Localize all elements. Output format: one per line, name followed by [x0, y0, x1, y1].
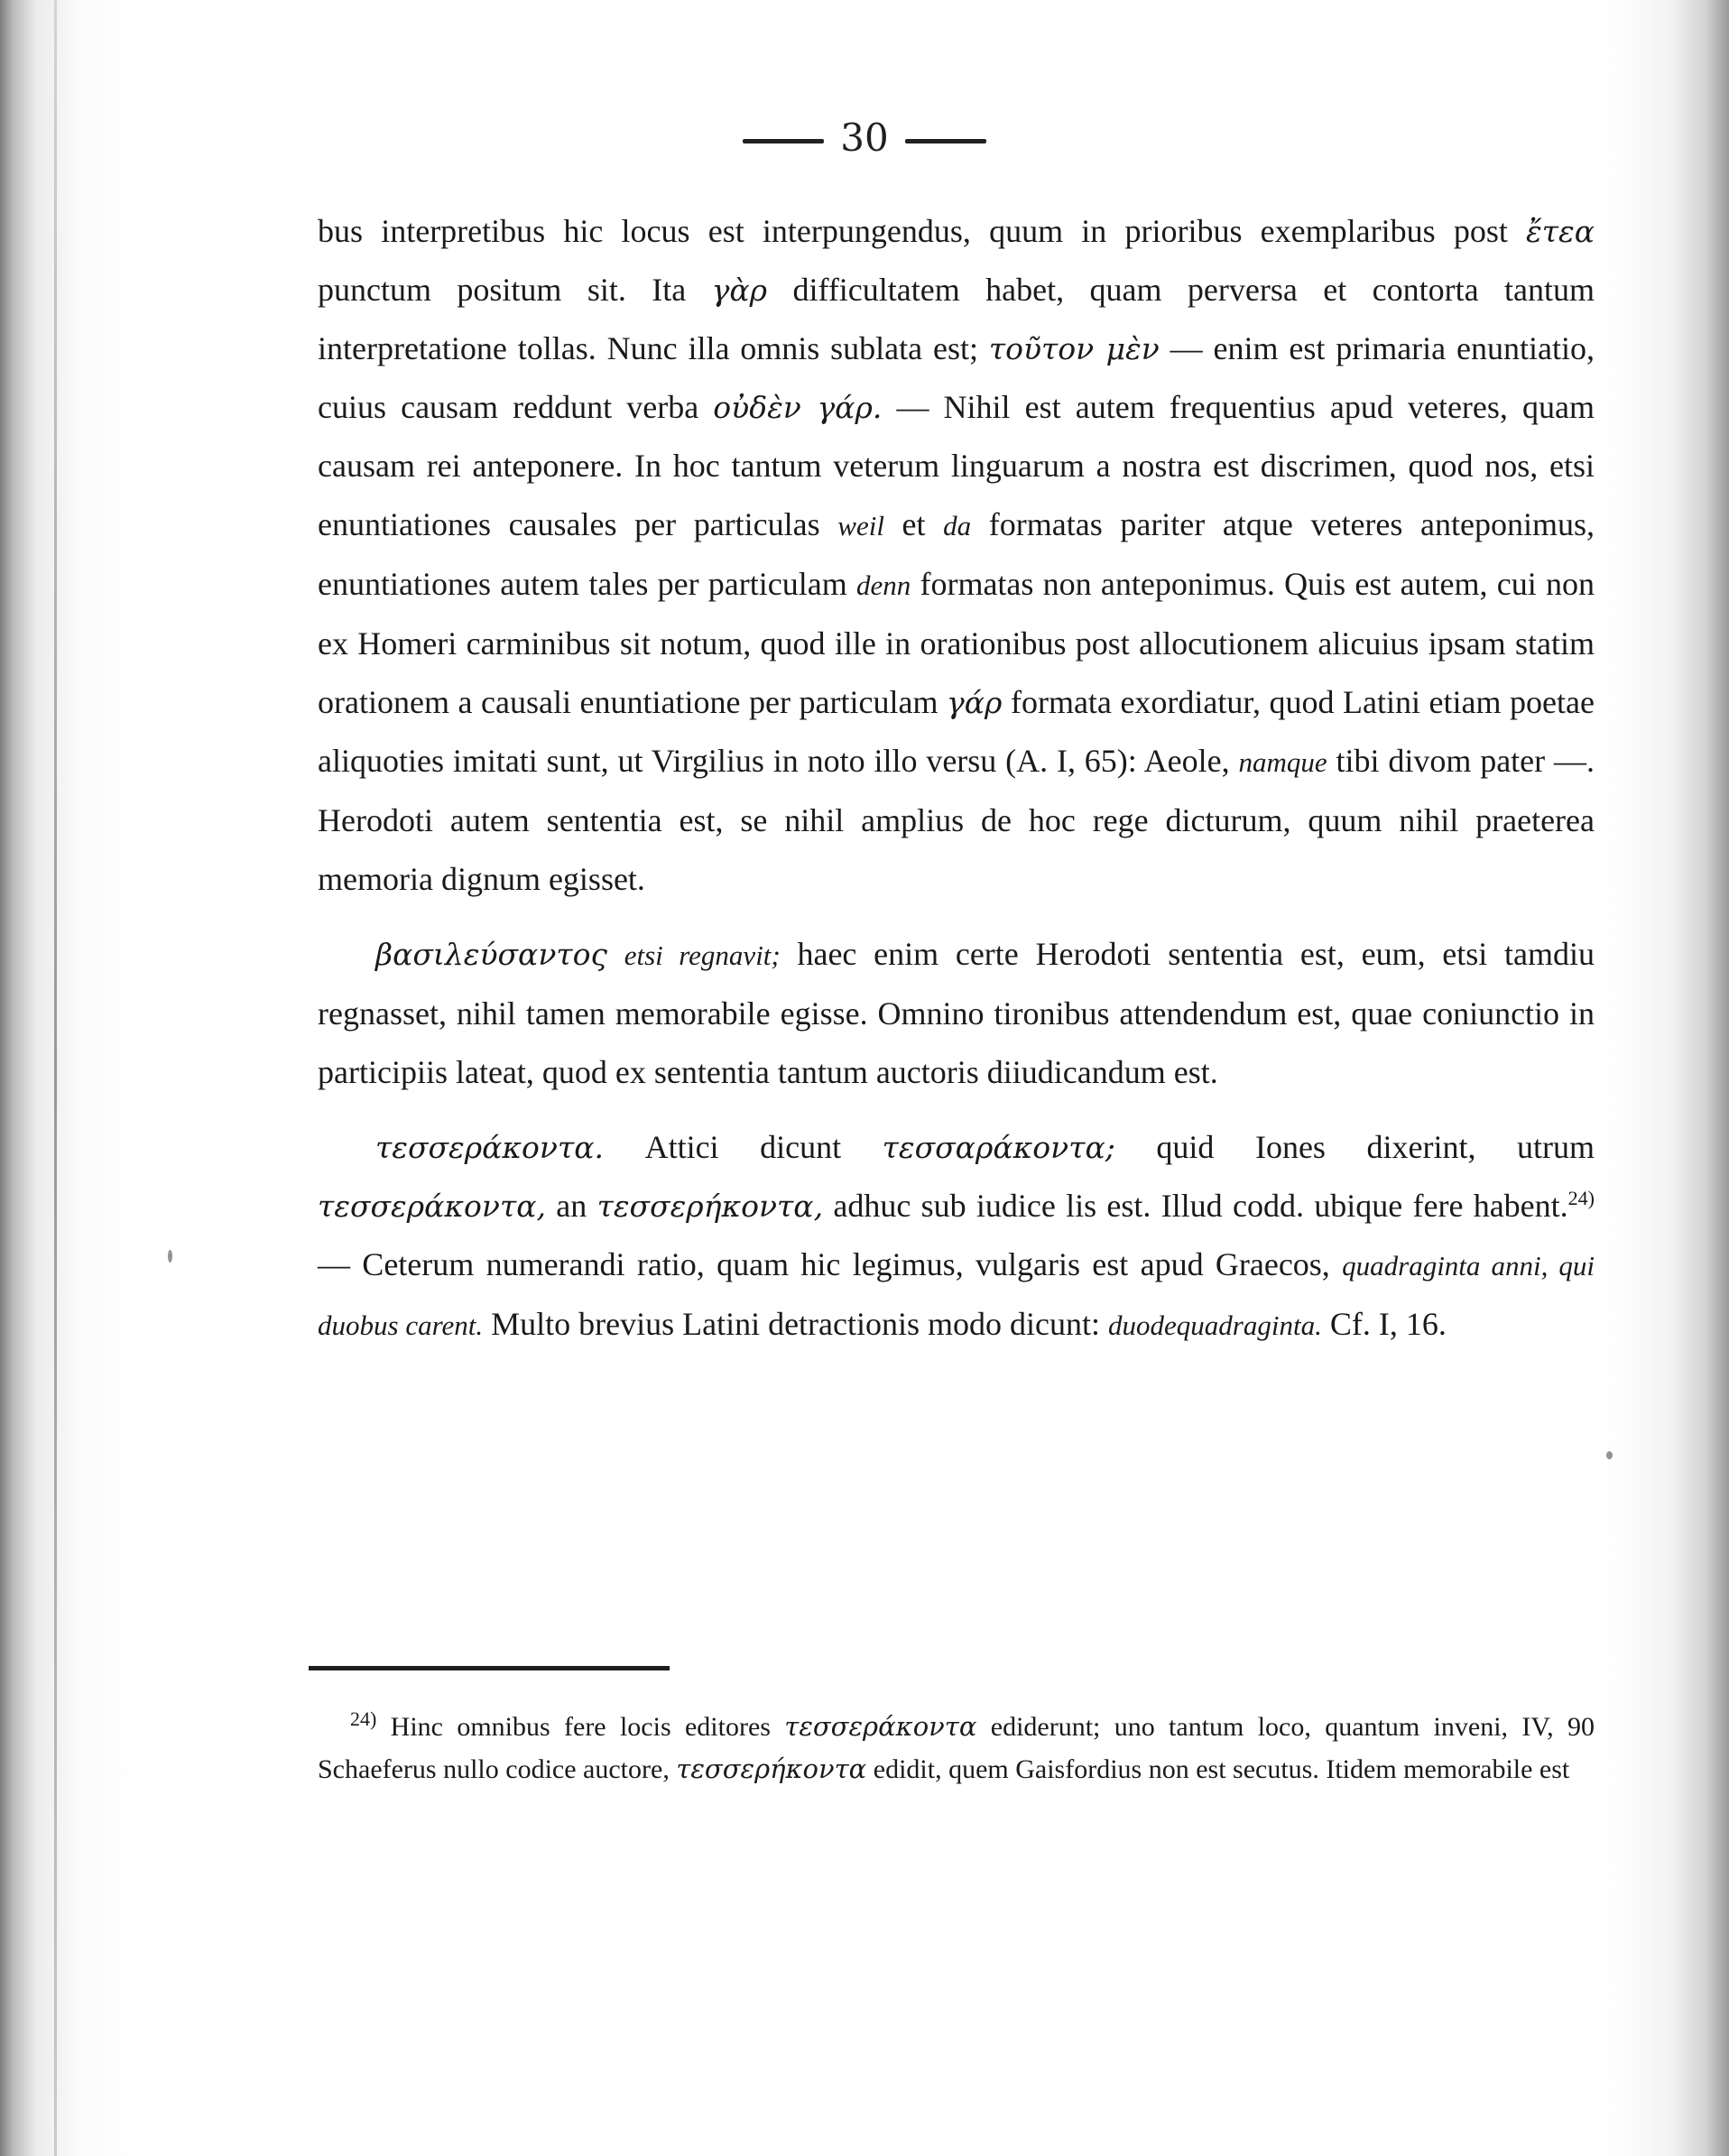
paragraph-continuation — [318, 202, 1595, 909]
text-run: haec enim certe Herodoti sententia est, eum, etsi tamdiu regnasset, nihil tamen memorabile egisse. Omnino tironibus attendendum est, quae coniunctio in participiis lateat, quod ex sententia tantum auctoris diiudicandum est. — [318, 936, 1595, 1090]
footnote-marker: 24) — [1567, 1187, 1595, 1209]
text-run: Hinc omnibus fere locis editores — [376, 1712, 785, 1742]
italic-term: weil — [837, 510, 884, 541]
greek-term: τεσσερήκοντα — [676, 1753, 867, 1784]
text-run: adhuc sub iudice lis est. Illud codd. ubique fere habent. — [823, 1188, 1568, 1224]
text-run: Multo brevius Latini detractionis modo dicunt: — [483, 1306, 1109, 1342]
text-run — [607, 936, 624, 972]
greek-term: ἔτεα — [1526, 214, 1595, 249]
text-run: et — [883, 506, 944, 542]
ink-speck — [168, 1250, 172, 1263]
text-run: — Ceterum numerandi ratio, quam hic legimus, vulgaris est apud Graecos, — [318, 1246, 1343, 1282]
greek-term: οὐδὲν γάρ. — [713, 390, 883, 425]
header-dash-left — [743, 139, 824, 143]
binding-gutter — [54, 0, 57, 2156]
footnote-24 — [318, 1706, 1595, 1790]
text-run: ediderunt; uno tantum loco, quantum inveni, IV, 90 Schaeferus nullo codice auctore, — [318, 1712, 1595, 1784]
greek-term: γάρ — [947, 685, 1003, 720]
text-run: — Nihil est autem frequentius apud veteres, quam causam rei anteponere. In hoc tantum veterum linguarum a nostra est discrimen, quod nos, etsi enuntiationes causales per particulas — [318, 389, 1595, 542]
greek-term: βασιλεύσαντος — [375, 937, 607, 972]
header-dash-right — [905, 139, 986, 143]
text-run: formatas non anteponimus. Quis est autem, cui non ex Homeri carminibus sit notum, quod ille in orationibus post allocutionem alicuius ipsam statim orationem a causali enuntiatione per particulam — [318, 566, 1595, 720]
greek-term: τοῦτον μὲν — [988, 331, 1160, 366]
footnote-marker: 24) — [350, 1707, 377, 1730]
text-run: an — [546, 1188, 597, 1224]
text-run: bus interpretibus hic locus est interpungendus, quum in prioribus exemplaribus post — [318, 213, 1527, 249]
italic-term: etsi regnavit; — [624, 939, 781, 971]
italic-term: da — [943, 510, 972, 541]
paragraph-basileusantos — [318, 925, 1595, 1102]
ink-speck — [1606, 1451, 1613, 1459]
text-run: Attici dicunt — [604, 1129, 883, 1165]
text-run: formatas pariter atque veteres anteponimus, enuntiationes autem tales per particulam — [318, 506, 1595, 602]
greek-term: τεσσεράκοντα. — [375, 1130, 605, 1165]
italic-term: duodequadraginta. — [1108, 1309, 1322, 1341]
greek-term: τεσσαράκοντα; — [882, 1130, 1115, 1165]
greek-term: γὰρ — [711, 273, 768, 308]
italic-term: namque — [1238, 746, 1327, 778]
paragraph-tesserakonta — [318, 1118, 1595, 1355]
text-run: Cf. I, 16. — [1321, 1306, 1447, 1342]
italic-term: denn — [855, 569, 911, 601]
italic-term: quadraginta anni, qui duobus carent. — [318, 1250, 1595, 1341]
greek-term: τεσσεράκοντα — [784, 1711, 977, 1742]
page-header — [0, 116, 1729, 160]
page-number: 30 — [840, 116, 889, 160]
text-run: quid Iones dixerint, utrum — [1114, 1129, 1595, 1165]
text-run: edidit, quem Gaisfordius non est secutus. Itidem memorabile est — [866, 1754, 1570, 1784]
greek-term: τεσσερήκοντα, — [596, 1189, 824, 1224]
text-run: punctum positum sit. Ita — [318, 272, 712, 308]
greek-term: τεσσεράκοντα, — [318, 1189, 547, 1224]
text-run: formata exordiatur, quod Latini etiam poetae aliquoties imitati sunt, ut Virgilius in noto illo versu (A. I, 65): Aeole, — [318, 684, 1595, 779]
text-run: difficultatem habet, quam perversa et contorta tantum interpretatione tollas. Nunc illa omnis sublata est; — [318, 272, 1595, 366]
text-run: — enim est primaria enuntiatio, cuius causam reddunt verba — [318, 330, 1595, 425]
footnote-rule — [309, 1666, 670, 1670]
main-text — [318, 202, 1595, 1355]
text-run: tibi divom pater —. Herodoti autem sententia est, se nihil amplius de hoc rege dicturum, quum nihil praeterea memoria dignum egisset. — [318, 743, 1595, 897]
